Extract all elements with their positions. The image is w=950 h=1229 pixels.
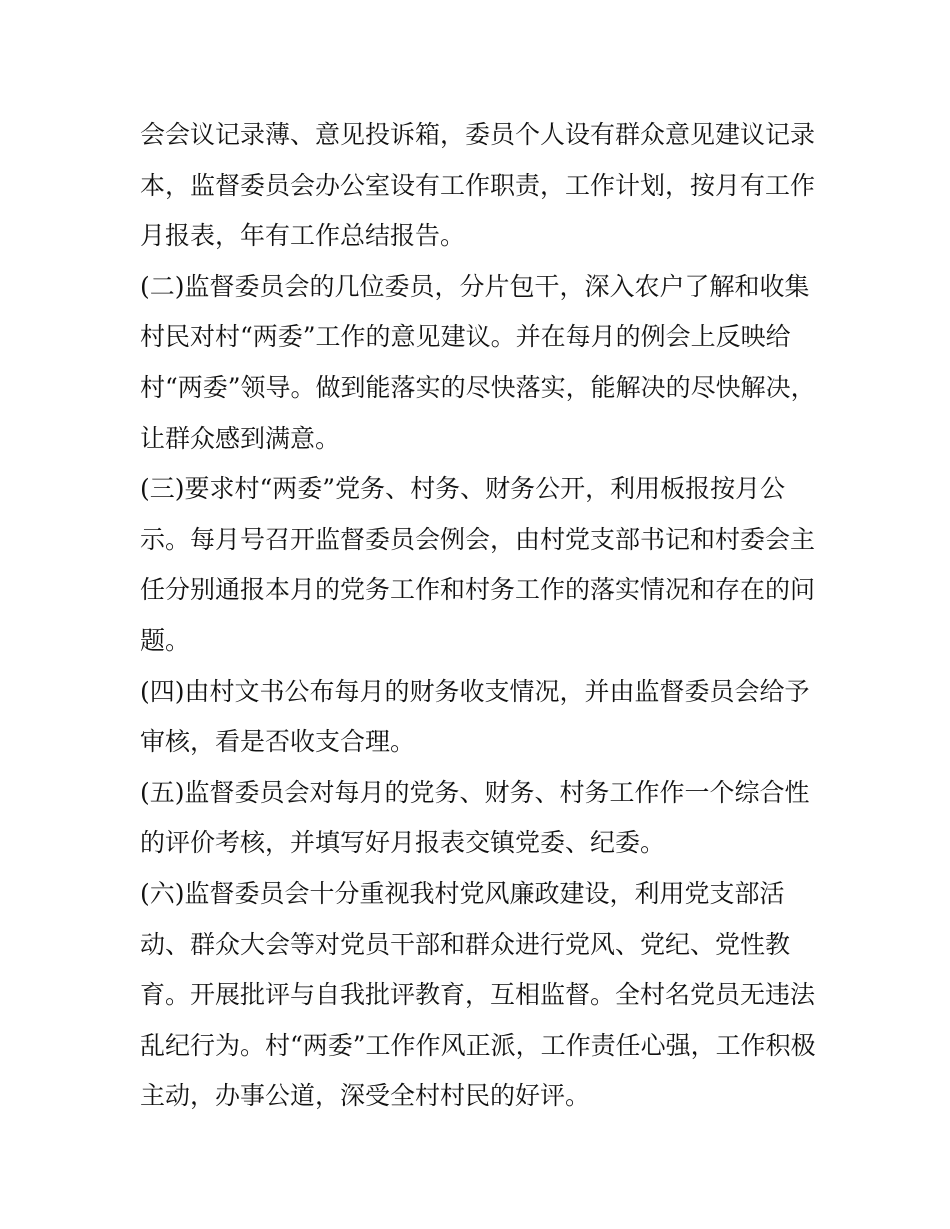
text-line: (六)监督委员会十分重视我村党风廉政建设，利用党支部活 bbox=[140, 878, 785, 908]
text-line: 题。 bbox=[140, 625, 191, 655]
text-line: 任分别通报本月的党务工作和村务工作的落实情况和存在的问 bbox=[140, 575, 816, 605]
text-line: 本，监督委员会办公室设有工作职责，工作计划，按月有工作 bbox=[140, 170, 816, 200]
text-line: 月报表，年有工作总结报告。 bbox=[140, 221, 466, 251]
text-line: 主动，办事公道，深受全村村民的好评。 bbox=[140, 1081, 591, 1111]
text-line: 育。开展批评与自我批评教育，互相监督。全村名党员无违法 bbox=[140, 980, 816, 1010]
document-body bbox=[140, 110, 820, 1122]
text-line: 村民对村“两委”工作的意见建议。并在每月的例会上反映给 bbox=[140, 322, 791, 352]
text-line: 村“两委”领导。做到能落实的尽快落实，能解决的尽快解决， bbox=[140, 372, 816, 402]
text-line: (三)要求村“两委”党务、村务、财务公开，利用板报按月公 bbox=[140, 474, 786, 504]
text-line: (二)监督委员会的几位委员，分片包干，深入农户了解和收集 bbox=[140, 271, 810, 301]
text-line: (四)由村文书公布每月的财务收支情况，并由监督委员会给予 bbox=[140, 676, 810, 706]
text-line: 审核，看是否收支合理。 bbox=[140, 727, 416, 757]
text-line: 示。每月号召开监督委员会例会，由村党支部书记和村委会主 bbox=[140, 524, 816, 554]
text-line: 乱纪行为。村“两委”工作作风正派，工作责任心强，工作积极 bbox=[140, 1030, 816, 1060]
text-line: (五)监督委员会对每月的党务、财务、村务工作作一个综合性 bbox=[140, 777, 810, 807]
text-line: 会会议记录薄、意见投诉箱，委员个人设有群众意见建议记录 bbox=[140, 120, 816, 149]
text-line: 动、群众大会等对党员干部和群众进行党风、党纪、党性教 bbox=[140, 929, 791, 959]
text-line: 的评价考核，并填写好月报表交镇党委、纪委。 bbox=[140, 828, 666, 858]
text-line: 让群众感到满意。 bbox=[140, 423, 341, 453]
